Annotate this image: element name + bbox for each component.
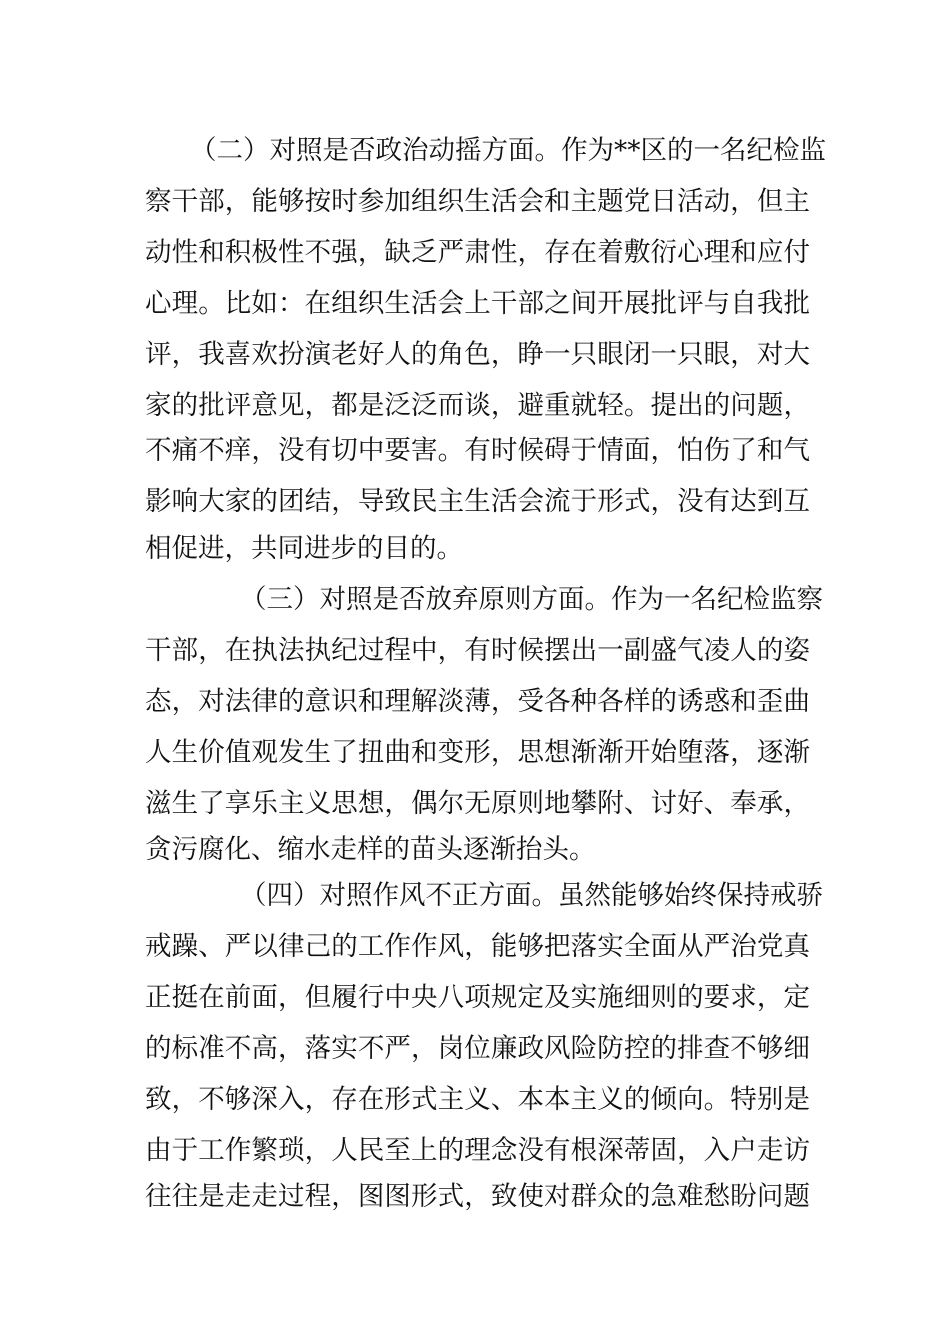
section-2-line-4: 心理。比如：在组织生活会上干部之间开展批评与自我批 [145,288,810,319]
section-3-line-2: 干部，在执法执纪过程中，有时候摆出一副盛气凌人的姿 [145,635,810,666]
section-2-line-9: 相促进，共同进步的目的。 [145,533,463,564]
section-3-line-1: （三）对照是否放弃原则方面。作为一名纪检监察 [240,584,823,615]
section-4-line-5: 致，不够深入，存在形式主义、本本主义的倾向。特别是 [145,1084,810,1115]
section-2-line-2: 察干部，能够按时参加组织生活会和主题党日活动，但主 [145,186,810,217]
section-4-line-1: （四）对照作风不正方面。虽然能够始终保持戒骄 [240,880,823,911]
section-4-line-3: 正挺在前面，但履行中央八项规定及实施细则的要求，定 [145,982,810,1013]
section-4-line-6: 由于工作繁琐，人民至上的理念没有根深蒂固，入户走访 [145,1135,810,1166]
section-4-line-2: 戒躁、严以律己的工作作风，能够把落实全面从严治党真 [145,931,810,962]
section-3-line-5: 滋生了享乐主义思想，偶尔无原则地攀附、讨好、奉承， [145,788,810,819]
section-2-line-1: （二）对照是否政治动摇方面。作为**区的一名纪检监 [190,135,826,166]
section-2-line-7: 不痛不痒，没有切中要害。有时候碍于情面，怕伤了和气 [145,435,810,466]
section-2-line-5: 评，我喜欢扮演老好人的角色，睁一只眼闭一只眼，对大 [145,339,810,370]
section-2-line-6: 家的批评意见，都是泛泛而谈，避重就轻。提出的问题， [145,390,810,421]
section-2-line-3: 动性和积极性不强，缺乏严肃性，存在着敷衍心理和应付 [145,237,810,268]
section-4-line-4: 的标准不高，落实不严，岗位廉政风险防控的排查不够细 [145,1033,810,1064]
section-2-line-8: 影响大家的团结，导致民主生活会流于形式，没有达到互 [145,486,810,517]
section-3-line-4: 人生价值观发生了扭曲和变形，思想渐渐开始堕落，逐渐 [145,737,810,768]
section-3-line-6: 贪污腐化、缩水走样的苗头逐渐抬头。 [145,834,596,865]
section-4-line-7: 往往是走走过程，图图形式，致使对群众的急难愁盼问题 [145,1181,810,1212]
section-3-line-3: 态，对法律的意识和理解淡薄，受各种各样的诱惑和歪曲 [145,686,810,717]
